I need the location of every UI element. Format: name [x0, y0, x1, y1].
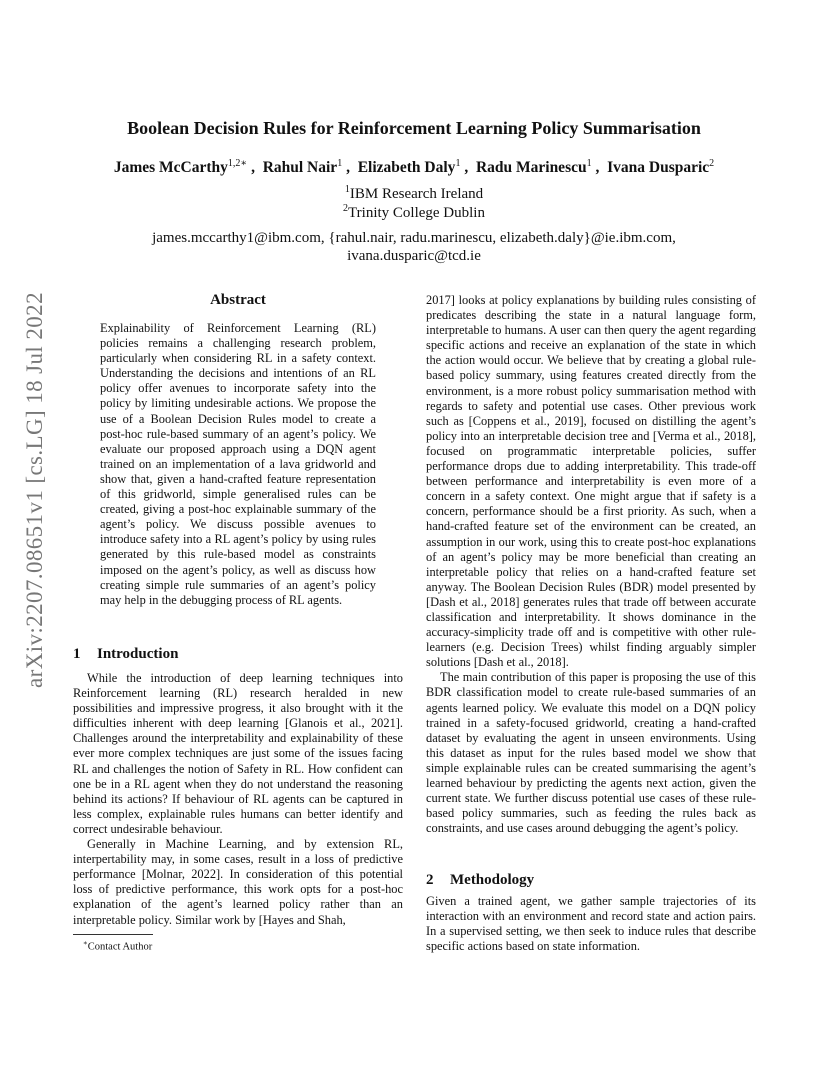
email-block	[0, 229, 828, 265]
affiliation-sup: 2	[343, 203, 349, 214]
abstract-heading: Abstract	[210, 292, 266, 308]
affiliation-sup: 1	[344, 184, 350, 195]
author-sup: 1	[586, 158, 592, 169]
paragraph: The main contribution of this paper is proposing the use of this BDR classification model to create rule-based summaries of an agents learned policy. We evaluate this model on a DQN policy trained in a safety-focused gridworld, creating a hand-crafted dataset by evaluating the agent in unseen environments. Using this dataset as input for the rules based model we show that simple explainable rules can be created summarising the agent’s learned behaviour by predicting the agents next action, given the current state. We further discuss potential use cases of these rule-based policy summaries, such as feeding the rules back as constraints, and use cases around debugging the agent’s policy.	[426, 670, 756, 836]
author-sup: 1	[455, 158, 461, 169]
section-title: Methodology	[450, 872, 535, 888]
affiliation-2	[0, 203, 828, 222]
affiliation-name: IBM Research Ireland	[349, 186, 484, 202]
author-name: James McCarthy	[113, 159, 228, 177]
author-name: Ivana Dusparic	[607, 159, 710, 177]
right-column-body	[426, 293, 756, 836]
introduction-body	[73, 671, 403, 928]
section-heading-methodology	[426, 872, 534, 889]
author-list: James McCarthy$^{1,2∗}$ , Rahul Nair$^1$ , Elizabeth Daly$^1$ , Radu Marinescu$^1$ , Ivana Dusparic$^2$	[113, 158, 715, 177]
paragraph: 2017] looks at policy explanations by building rules consisting of predicates describing the state in a natural language form, interpretable to humans. A user can then query the agent regarding specific actions and receive an explanation of the state in which the action would occur. We believe that by creating a global rule-based policy summary, using features created directly from the environment, is a more robust policy summarisation method with regards to safety and potential use cases. Other previous work such as [Coppens et al., 2019], focused on distilling the agent’s policy into an interpretable decision tree and [Verma et al., 2018], focused on programmatic interpretable policies, suffer performance drops due to adding interpretability. This trade-off between performance and interpretability is even more of a concern in a safety context. One might argue that if safety is a concern, performance should be a first priority. As such, when a hand-crafted feature set of the environment can be created, an assumption in our work, using this to create post-hoc explanations of an agent’s policy may be more beneficial than creating an interpretable policy that relies on a hand-crafted feature set anyway. The Boolean Decision Rules (BDR) model presented by [Dash et al., 2018] generates rules that trade off between accurate classification and interpretability. It shows dominance in the accuracy-simplicity trade off and is competitive with other rule-learners (e.g. Decision Trees) whilst finding arguably simpler solutions [Dash et al., 2018].	[426, 293, 756, 670]
methodology-body	[426, 894, 756, 954]
author-name: Rahul Nair	[262, 159, 338, 177]
email-line: james.mccarthy1@ibm.com, {rahul.nair, radu.marinescu, elizabeth.daly}@ie.ibm.com,	[152, 230, 676, 246]
author-sup: 2	[709, 158, 715, 169]
author-name: Radu Marinescu	[475, 159, 587, 177]
footnote-text: Contact Author	[87, 941, 153, 953]
email-line: ivana.dusparic@tcd.ie	[347, 248, 481, 264]
section-number: 2	[426, 872, 434, 888]
paragraph: While the introduction of deep learning techniques into Reinforcement learning (RL) research heralded in new possibilities and impressive progress, it also brought with it the difficulties inherent with deep learning [Glanois et al., 2021]. Challenges around the interpretability and explainability of these ever more complex techniques are just some of the issues facing RL and challenges the notion of Safety in RL. How confident can one be in a RL agent when they do not understand the reasoning behind its actions? If behaviour of RL agents can be captured in less complex, explainable rules humans can better identify and correct undesirable behaviour.	[73, 671, 403, 836]
section-title: Introduction	[97, 646, 179, 662]
paper-title: Boolean Decision Rules for Reinforcement Learning Policy Summarisation	[127, 118, 701, 138]
abstract-text: Explainability of Reinforcement Learning (RL) policies remains a challenging research problem, particularly when considering RL in a safety context. Understanding the decisions and intentions of an RL policy offer avenues to incorporate safety into the policy by limiting undesirable actions. We propose the use of a Boolean Decision Rules model to create a post-hoc rule-based summary of an agent’s policy. We evaluate our proposed approach using a DQN agent trained on an implementation of a lava gridworld and show that, given a hand-crafted feature representation of this gridworld, simple generalised rules can be created, giving a post-hoc explainable summary of the agent’s policy. We discuss possible avenues to introduce safety into a RL agent’s policy by using rules generated by this rule-based model as constraints imposed on the agent’s policy, as well as discuss how creating simple rule summaries of an agent’s policy may help in the debugging process of RL agents.	[100, 321, 376, 607]
footnote-rule	[73, 934, 153, 935]
arxiv-identifier: arXiv:2207.08651v1 [cs.LG] 18 Jul 2022	[22, 292, 47, 688]
section-heading-introduction	[73, 646, 178, 663]
author-sup: 1	[337, 158, 343, 169]
paragraph: Given a trained agent, we gather sample trajectories of its interaction with an environment and record state and action pairs. In a supervised setting, we then seek to induce rules that describe specific actions based on state information.	[426, 894, 756, 954]
arxiv-stamp	[4, 292, 66, 688]
section-number: 1	[73, 646, 81, 662]
paragraph: Generally in Machine Learning, and by extension RL, interpertability may, in some cases, result in a loss of predictive performance [Molnar, 2022]. In consideration of this potential loss of predictive performance, this work opts for a post-hoc explanation of the agent’s learned policy rather than an interpretable policy. Similar work by [Hayes and Shah,	[73, 837, 403, 927]
footnote	[83, 939, 152, 953]
affiliation-name: Trinity College Dublin	[348, 205, 485, 221]
author-name: Elizabeth Daly	[357, 159, 456, 177]
author-sup: 1,2∗	[227, 158, 248, 169]
affiliation-1	[0, 184, 828, 203]
footnote-mark: ∗	[83, 939, 88, 947]
